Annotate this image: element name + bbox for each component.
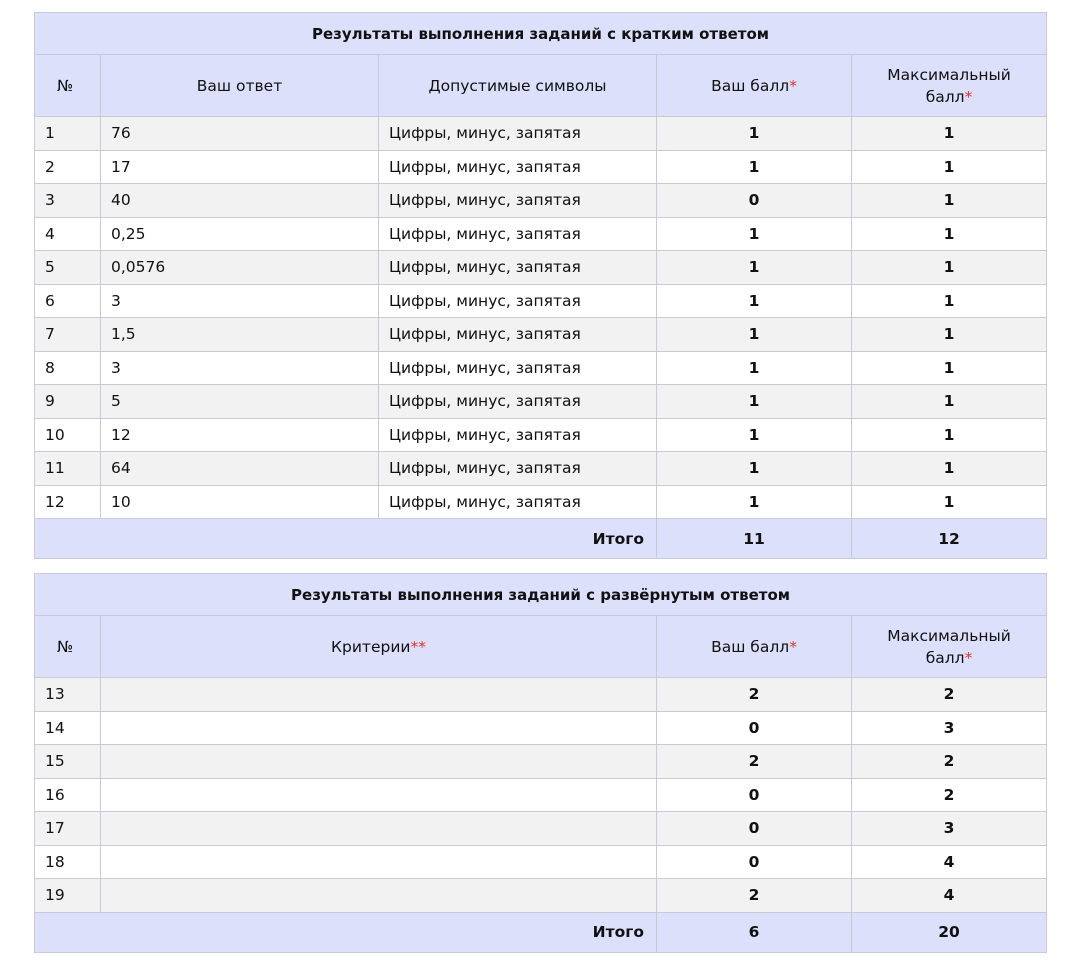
task-number: 12 xyxy=(35,485,101,519)
total-max-score: 20 xyxy=(852,912,1047,952)
your-score: 1 xyxy=(657,351,852,385)
task-number: 18 xyxy=(35,845,101,879)
max-score: 2 xyxy=(852,745,1047,779)
your-score: 0 xyxy=(657,845,852,879)
footnote-star: * xyxy=(789,637,797,656)
task-number: 6 xyxy=(35,284,101,318)
task-number: 9 xyxy=(35,385,101,419)
task-number: 19 xyxy=(35,879,101,913)
task-number: 13 xyxy=(35,678,101,712)
column-header-allowed-symbols: Допустимые символы xyxy=(379,55,657,117)
max-score: 1 xyxy=(852,251,1047,285)
allowed-symbols: Цифры, минус, запятая xyxy=(379,217,657,251)
table-row xyxy=(35,184,1047,218)
criteria xyxy=(101,745,657,779)
max-score: 2 xyxy=(852,778,1047,812)
footnote-double-star: ** xyxy=(410,637,426,656)
task-number: 10 xyxy=(35,418,101,452)
total-max-score: 12 xyxy=(852,519,1047,559)
max-score: 1 xyxy=(852,385,1047,419)
max-score: 1 xyxy=(852,418,1047,452)
your-answer: 3 xyxy=(101,351,379,385)
table-row xyxy=(35,711,1047,745)
criteria xyxy=(101,845,657,879)
extended-answer-rows xyxy=(35,678,1047,913)
table-row xyxy=(35,678,1047,712)
table-row xyxy=(35,778,1047,812)
max-score: 1 xyxy=(852,318,1047,352)
your-score: 0 xyxy=(657,812,852,846)
criteria-label: Критерии xyxy=(331,637,411,656)
your-score: 1 xyxy=(657,452,852,486)
allowed-symbols: Цифры, минус, запятая xyxy=(379,284,657,318)
your-answer: 12 xyxy=(101,418,379,452)
short-answer-table-title: Результаты выполнения заданий с кратким ответом xyxy=(35,13,1047,55)
column-header-max-score xyxy=(852,616,1047,678)
task-number: 2 xyxy=(35,150,101,184)
footnote-star: * xyxy=(964,87,973,106)
task-number: 16 xyxy=(35,778,101,812)
your-score-label: Ваш балл xyxy=(711,76,790,95)
your-answer: 5 xyxy=(101,385,379,419)
table-row xyxy=(35,452,1047,486)
table-row xyxy=(35,385,1047,419)
total-label: Итого xyxy=(35,519,657,559)
column-header-your-score xyxy=(657,616,852,678)
your-score-label: Ваш балл xyxy=(711,637,790,656)
your-score: 1 xyxy=(657,485,852,519)
max-score: 3 xyxy=(852,812,1047,846)
column-header-number: № xyxy=(35,55,101,117)
table-row xyxy=(35,418,1047,452)
max-score-label-line1: Максимальный xyxy=(887,626,1011,645)
max-score-label-line2: балл xyxy=(925,648,965,667)
total-score: 6 xyxy=(657,912,852,952)
allowed-symbols: Цифры, минус, запятая xyxy=(379,351,657,385)
max-score: 4 xyxy=(852,879,1047,913)
your-answer: 76 xyxy=(101,117,379,151)
your-answer: 40 xyxy=(101,184,379,218)
your-score: 0 xyxy=(657,711,852,745)
your-score: 1 xyxy=(657,284,852,318)
your-score: 1 xyxy=(657,150,852,184)
max-score: 3 xyxy=(852,711,1047,745)
allowed-symbols: Цифры, минус, запятая xyxy=(379,251,657,285)
max-score: 1 xyxy=(852,452,1047,486)
max-score: 1 xyxy=(852,217,1047,251)
max-score: 1 xyxy=(852,351,1047,385)
max-score: 2 xyxy=(852,678,1047,712)
short-answer-results-table xyxy=(34,12,1047,559)
table-row xyxy=(35,812,1047,846)
task-number: 3 xyxy=(35,184,101,218)
your-score: 2 xyxy=(657,678,852,712)
column-header-your-answer: Ваш ответ xyxy=(101,55,379,117)
your-answer: 0,25 xyxy=(101,217,379,251)
allowed-symbols: Цифры, минус, запятая xyxy=(379,117,657,151)
your-score: 1 xyxy=(657,217,852,251)
criteria xyxy=(101,879,657,913)
task-number: 8 xyxy=(35,351,101,385)
extended-answer-table-title: Результаты выполнения заданий с развёрнутым ответом xyxy=(35,574,1047,616)
your-score: 0 xyxy=(657,184,852,218)
your-answer: 64 xyxy=(101,452,379,486)
max-score: 1 xyxy=(852,184,1047,218)
max-score: 1 xyxy=(852,284,1047,318)
your-answer: 17 xyxy=(101,150,379,184)
your-score: 1 xyxy=(657,251,852,285)
table-row xyxy=(35,879,1047,913)
table-row xyxy=(35,485,1047,519)
task-number: 17 xyxy=(35,812,101,846)
task-number: 7 xyxy=(35,318,101,352)
criteria xyxy=(101,778,657,812)
column-header-criteria xyxy=(101,616,657,678)
table-row xyxy=(35,150,1047,184)
table-row xyxy=(35,217,1047,251)
total-label: Итого xyxy=(35,912,657,952)
task-number: 14 xyxy=(35,711,101,745)
your-score: 2 xyxy=(657,745,852,779)
criteria xyxy=(101,678,657,712)
your-score: 1 xyxy=(657,418,852,452)
table-row xyxy=(35,318,1047,352)
your-answer: 0,0576 xyxy=(101,251,379,285)
your-score: 0 xyxy=(657,778,852,812)
max-score: 1 xyxy=(852,117,1047,151)
task-number: 4 xyxy=(35,217,101,251)
allowed-symbols: Цифры, минус, запятая xyxy=(379,184,657,218)
max-score: 1 xyxy=(852,150,1047,184)
allowed-symbols: Цифры, минус, запятая xyxy=(379,418,657,452)
allowed-symbols: Цифры, минус, запятая xyxy=(379,485,657,519)
short-answer-rows xyxy=(35,117,1047,519)
extended-answer-total-row xyxy=(35,912,1047,952)
allowed-symbols: Цифры, минус, запятая xyxy=(379,452,657,486)
max-score: 1 xyxy=(852,485,1047,519)
footnote-star: * xyxy=(964,648,973,667)
table-row xyxy=(35,745,1047,779)
table-row xyxy=(35,845,1047,879)
max-score: 4 xyxy=(852,845,1047,879)
column-header-your-score xyxy=(657,55,852,117)
task-number: 5 xyxy=(35,251,101,285)
max-score-label-line1: Максимальный xyxy=(887,65,1011,84)
your-score: 1 xyxy=(657,318,852,352)
extended-answer-results-table xyxy=(34,573,1047,953)
footnote-star: * xyxy=(789,76,797,95)
column-header-max-score xyxy=(852,55,1047,117)
criteria xyxy=(101,812,657,846)
allowed-symbols: Цифры, минус, запятая xyxy=(379,318,657,352)
task-number: 15 xyxy=(35,745,101,779)
criteria xyxy=(101,711,657,745)
your-answer: 3 xyxy=(101,284,379,318)
your-score: 2 xyxy=(657,879,852,913)
your-score: 1 xyxy=(657,385,852,419)
total-score: 11 xyxy=(657,519,852,559)
table-row xyxy=(35,351,1047,385)
task-number: 1 xyxy=(35,117,101,151)
table-row xyxy=(35,251,1047,285)
column-header-number: № xyxy=(35,616,101,678)
short-answer-total-row xyxy=(35,519,1047,559)
max-score-label-line2: балл xyxy=(925,87,965,106)
table-row xyxy=(35,117,1047,151)
your-answer: 1,5 xyxy=(101,318,379,352)
allowed-symbols: Цифры, минус, запятая xyxy=(379,385,657,419)
your-score: 1 xyxy=(657,117,852,151)
task-number: 11 xyxy=(35,452,101,486)
allowed-symbols: Цифры, минус, запятая xyxy=(379,150,657,184)
your-answer: 10 xyxy=(101,485,379,519)
table-row xyxy=(35,284,1047,318)
